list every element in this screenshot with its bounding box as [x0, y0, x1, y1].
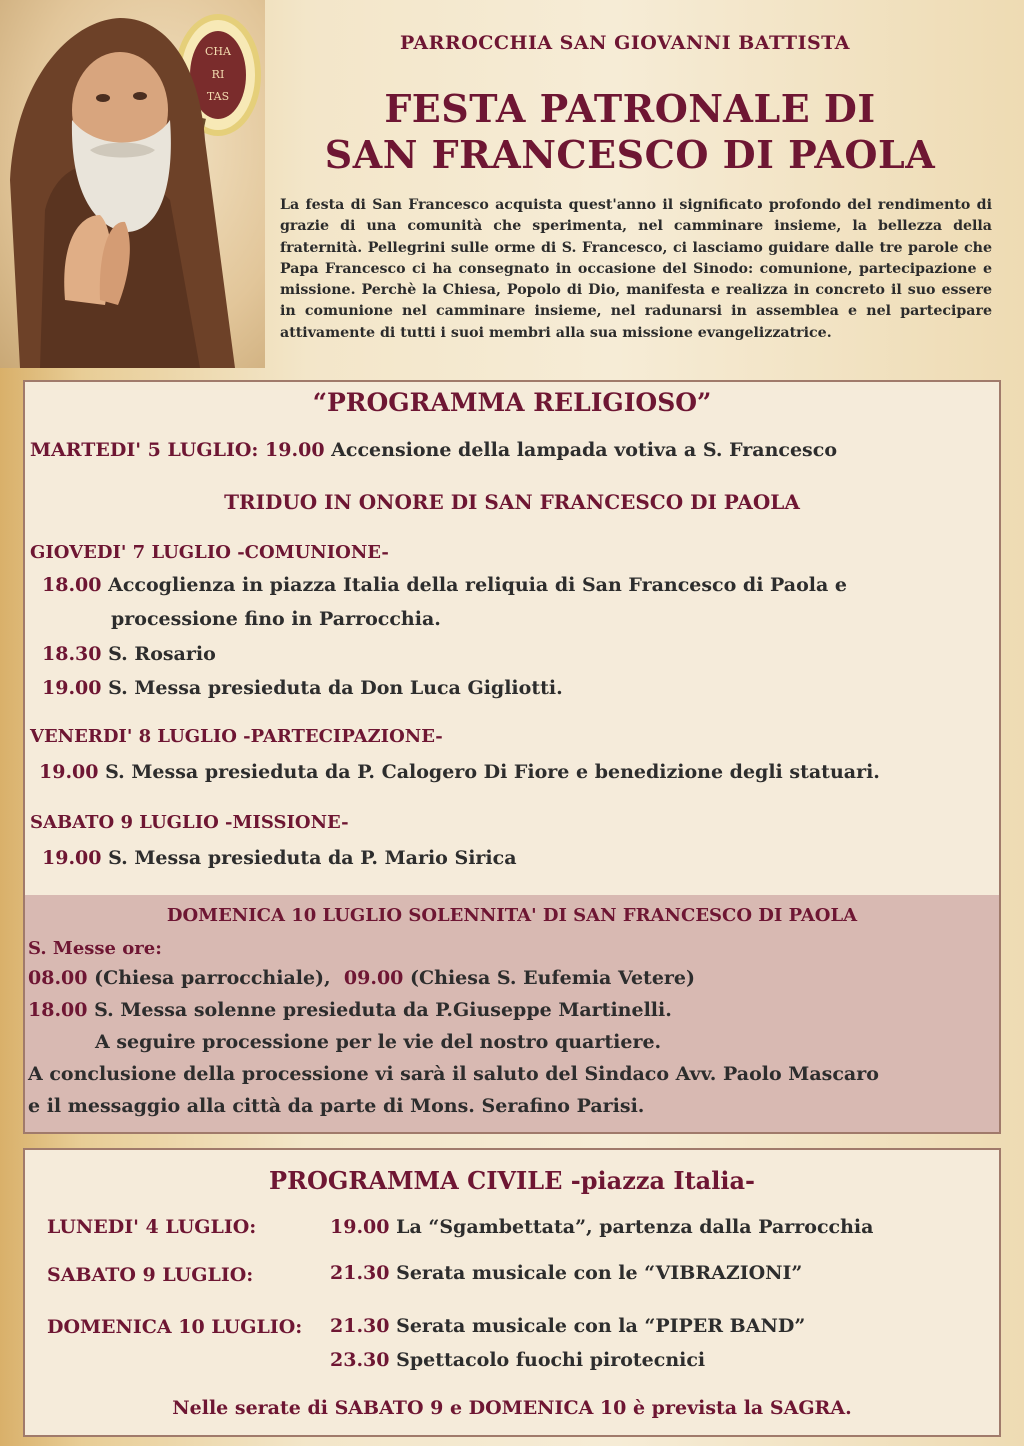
civil-time-4: 23.30: [330, 1349, 390, 1371]
title-line-2: SAN FRANCESCO DI PAOLA: [324, 132, 936, 177]
sabato-day: SABATO 9 LUGLIO -MISSIONE-: [30, 812, 349, 833]
civil-day-3: DOMENICA 10 LUGLIO:: [47, 1316, 303, 1338]
martedi-event: Accensione della lampada votiva a S. Francesco: [331, 439, 837, 461]
domenica-line-1: [28, 967, 695, 989]
title-line-1: FESTA PATRONALE DI: [384, 86, 876, 131]
civil-text-1: La “Sgambettata”, partenza dalla Parrocchia: [396, 1216, 874, 1238]
emblem-text-1: CHA: [205, 45, 231, 58]
civil-event-4: [330, 1349, 705, 1371]
sabato-event-1: [42, 847, 517, 869]
giovedi-time-2: 18.30: [42, 643, 102, 665]
emblem-text-3: TAS: [206, 90, 230, 103]
civil-day-1: LUNEDI' 4 LUGLIO:: [47, 1216, 257, 1238]
giovedi-time-3: 19.00: [42, 677, 102, 699]
giovedi-text-1b: processione fino in Parrocchia.: [111, 608, 441, 630]
martedi-time: 19.00: [265, 439, 325, 461]
venerdi-text-1: S. Messa presieduta da P. Calogero Di Fiore e benedizione degli statuari.: [105, 761, 880, 783]
venerdi-day: VENERDI' 8 LUGLIO -PARTECIPAZIONE-: [30, 726, 443, 747]
religious-program-box: [23, 380, 1001, 1134]
sabato-text-1: S. Messa presieduta da P. Mario Sirica: [108, 847, 517, 869]
venerdi-time-1: 19.00: [39, 761, 99, 783]
emblem-text-2: RI: [211, 68, 225, 81]
triduo-heading: TRIDUO IN ONORE DI SAN FRANCESCO DI PAOLA: [224, 490, 800, 514]
domenica-text-2: (Chiesa S. Eufemia Vetere): [410, 967, 696, 989]
domenica-time-1: 08.00: [28, 967, 88, 989]
giovedi-event-1: [42, 574, 847, 596]
civil-event-1: [330, 1216, 873, 1238]
page-title: [280, 86, 980, 178]
martedi-row: [30, 439, 837, 461]
giovedi-text-3: S. Messa presieduta da Don Luca Gigliotti.: [108, 677, 563, 699]
civil-title-main: PROGRAMMA CIVILE: [269, 1166, 563, 1195]
saint-illustration: [0, 0, 265, 368]
giovedi-event-2: [42, 643, 216, 665]
civil-time-1: 19.00: [330, 1216, 390, 1238]
domenica-line-4: A conclusione della processione vi sarà il saluto del Sindaco Avv. Paolo Mascaro: [28, 1063, 879, 1085]
domenica-title: DOMENICA 10 LUGLIO SOLENNITA' DI SAN FRANCESCO DI PAOLA: [166, 905, 858, 926]
civil-time-3: 21.30: [330, 1315, 390, 1337]
giovedi-text-1a: Accoglienza in piazza Italia della reliquia di San Francesco di Paola e: [108, 574, 848, 596]
giovedi-event-3: [42, 677, 563, 699]
civil-program-title: [25, 1166, 999, 1195]
sabato-time-1: 19.00: [42, 847, 102, 869]
civil-time-2: 21.30: [330, 1262, 390, 1284]
domenica-line-3: A seguire processione per le vie del nostro quartiere.: [95, 1031, 662, 1053]
venerdi-event-1: [39, 761, 880, 783]
giovedi-day: GIOVEDI' 7 LUGLIO -COMUNIONE-: [30, 542, 389, 563]
martedi-day: MARTEDI' 5 LUGLIO:: [30, 439, 259, 461]
domenica-text-3: S. Messa solenne presieduta da P.Giuseppe Martinelli.: [94, 999, 672, 1021]
religious-program-title: “PROGRAMMA RELIGIOSO”: [312, 388, 712, 417]
civil-program-box: [23, 1148, 1001, 1437]
giovedi-text-2: S. Rosario: [108, 643, 216, 665]
civil-text-2: Serata musicale con le “VIBRAZIONI”: [396, 1262, 803, 1284]
civil-event-3: [330, 1315, 805, 1337]
civil-title-sub: -piazza Italia-: [570, 1166, 755, 1195]
domenica-line-5: e il messaggio alla città da parte di Mons. Serafino Parisi.: [28, 1095, 645, 1117]
civil-text-3: Serata musicale con la “PIPER BAND”: [396, 1315, 806, 1337]
civil-event-2: [330, 1262, 802, 1284]
domenica-line-2: [28, 999, 672, 1021]
domenica-text-1: (Chiesa parrocchiale),: [94, 967, 331, 989]
sagra-note: Nelle serate di SABATO 9 e DOMENICA 10 è prevista la SAGRA.: [172, 1397, 852, 1419]
giovedi-time-1: 18.00: [42, 574, 102, 596]
civil-day-2: SABATO 9 LUGLIO:: [47, 1264, 254, 1286]
domenica-time-2: 09.00: [343, 967, 404, 989]
saint-portrait: [0, 0, 265, 368]
domenica-time-3: 18.00: [28, 999, 88, 1021]
domenica-messe: S. Messe ore:: [28, 938, 162, 959]
civil-text-4: Spettacolo fuochi pirotecnici: [396, 1349, 706, 1371]
parish-name: PARROCCHIA SAN GIOVANNI BATTISTA: [399, 32, 851, 54]
intro-paragraph: La festa di San Francesco acquista quest'anno il significato profondo del rendimento di grazie di una comunità che sperimenta, nel camminare insieme, la bellezza della fraternità. Pellegrini sulle orme di S. Francesco, ci lasciamo guidare dalle tre parole che Papa Francesco ci ha consegnato in occasione del Sinodo: comunione, partecipazione e missione. Perchè la Chiesa, Popolo di Dio, manifesta e realizza in concreto il suo essere in comunione nel camminare insieme, nel radunarsi in assemblea e nel partecipare attivamente di tutti i suoi membri alla sua missione evangelizzatrice.: [280, 197, 992, 341]
